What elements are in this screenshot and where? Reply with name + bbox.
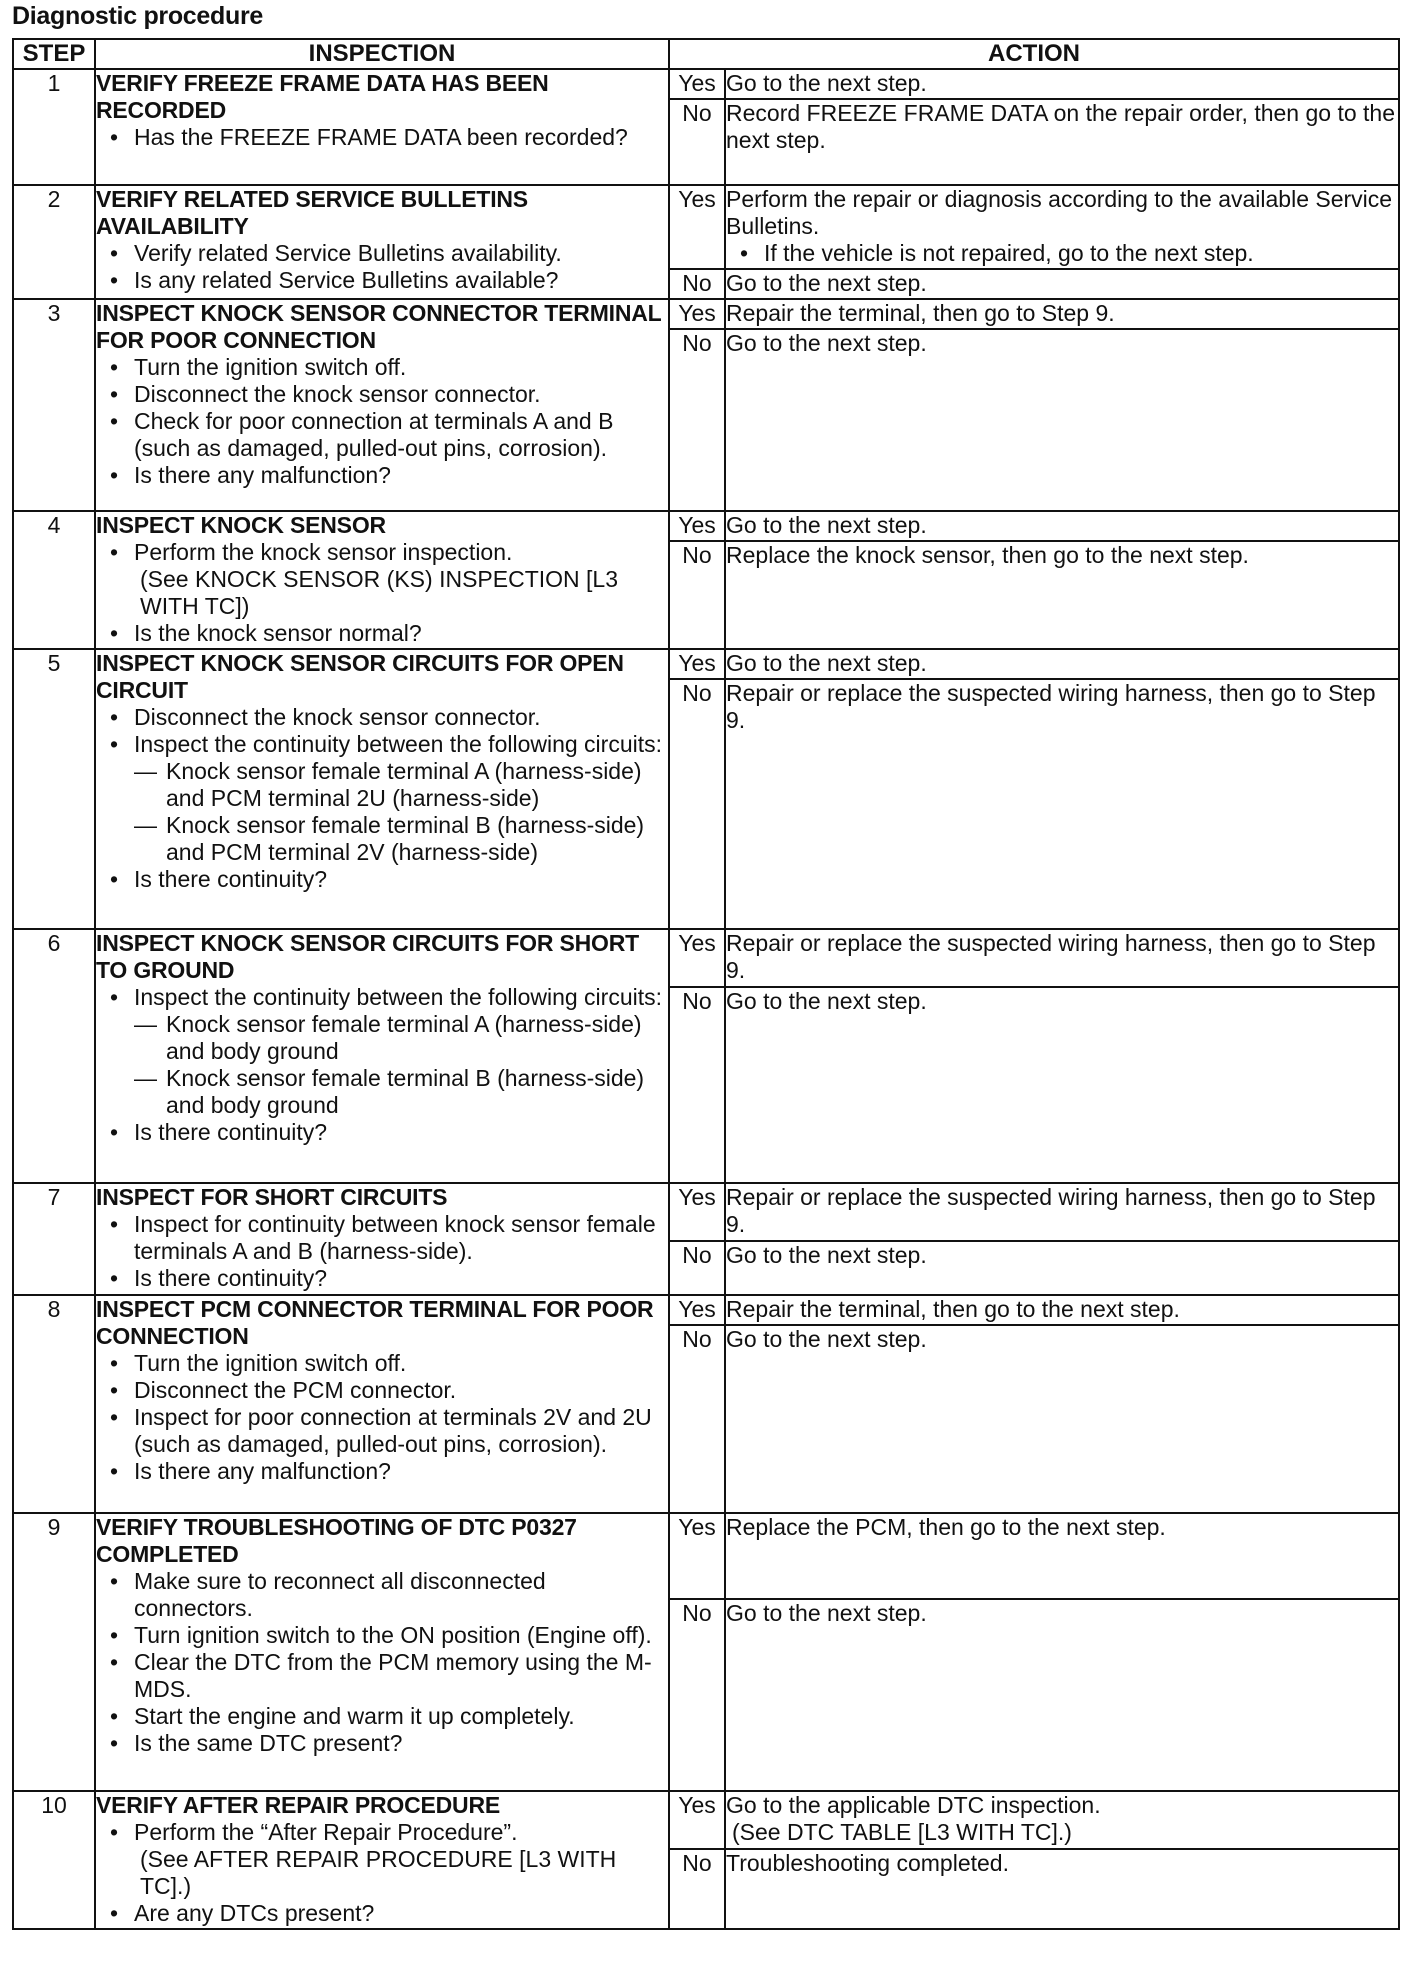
yes-action: Repair the terminal, then go to the next step. bbox=[725, 1295, 1399, 1325]
inspection-heading: INSPECT PCM CONNECTOR TERMINAL FOR POOR CONNECTION bbox=[96, 1296, 654, 1349]
list-item bbox=[106, 731, 668, 866]
yes-action bbox=[725, 185, 1399, 269]
inspection-list bbox=[96, 704, 668, 893]
yes-action: Repair or replace the suspected wiring harness, then go to Step 9. bbox=[725, 929, 1399, 987]
list-item: • Is there continuity? bbox=[106, 1265, 668, 1292]
yes-action: Repair the terminal, then go to Step 9. bbox=[725, 299, 1399, 329]
action-list bbox=[726, 240, 1398, 267]
inspection-list bbox=[96, 124, 668, 151]
list-item: • Start the engine and warm it up completely. bbox=[106, 1703, 668, 1730]
list-item: • If the vehicle is not repaired, go to the next step. bbox=[736, 240, 1398, 267]
no-action: Go to the next step. bbox=[725, 987, 1399, 1183]
inspection-heading: VERIFY TROUBLESHOOTING OF DTC P0327 COMPLETED bbox=[96, 1514, 577, 1567]
inspection-list bbox=[96, 1568, 668, 1757]
list-item: • Is there any malfunction? bbox=[106, 462, 668, 489]
list-item: • Is there continuity? bbox=[106, 1119, 668, 1146]
step-number: 3 bbox=[13, 299, 95, 511]
no-label: No bbox=[669, 1599, 725, 1791]
list-item: • Inspect for continuity between knock sensor female terminals A and B (harness-side). bbox=[106, 1211, 668, 1265]
sub-list-item: — Knock sensor female terminal A (harness-side) and PCM terminal 2U (harness-side) bbox=[134, 758, 668, 812]
no-action: Troubleshooting completed. bbox=[725, 1849, 1399, 1929]
no-action: Go to the next step. bbox=[725, 1599, 1399, 1791]
list-item: • Turn the ignition switch off. bbox=[106, 354, 668, 381]
list-item: • Turn ignition switch to the ON position (Engine off). bbox=[106, 1622, 668, 1649]
yes-label: Yes bbox=[669, 649, 725, 679]
table-row bbox=[13, 649, 1399, 679]
no-action: Go to the next step. bbox=[725, 329, 1399, 511]
no-action: Repair or replace the suspected wiring harness, then go to Step 9. bbox=[725, 679, 1399, 929]
sub-list bbox=[134, 1011, 668, 1119]
inspection-heading: INSPECT KNOCK SENSOR CONNECTOR TERMINAL FOR POOR CONNECTION bbox=[96, 300, 662, 353]
yes-action: Repair or replace the suspected wiring harness, then go to Step 9. bbox=[725, 1183, 1399, 1241]
inspection-heading: INSPECT KNOCK SENSOR CIRCUITS FOR SHORT TO GROUND bbox=[96, 930, 639, 983]
inspection-cell bbox=[95, 1513, 669, 1791]
reference-text: (See AFTER REPAIR PROCEDURE [L3 WITH TC].) bbox=[140, 1846, 617, 1899]
list-item: • Check for poor connection at terminals A and B (such as damaged, pulled-out pins, corrosion). bbox=[106, 408, 668, 462]
step-number: 9 bbox=[13, 1513, 95, 1791]
list-item: • Is there continuity? bbox=[106, 866, 668, 893]
no-label: No bbox=[669, 541, 725, 649]
no-action: Record FREEZE FRAME DATA on the repair order, then go to the next step. bbox=[725, 99, 1399, 185]
yes-action bbox=[725, 1791, 1399, 1849]
inspection-list bbox=[96, 240, 668, 294]
no-action: Replace the knock sensor, then go to the next step. bbox=[725, 541, 1399, 649]
inspection-heading: INSPECT KNOCK SENSOR CIRCUITS FOR OPEN CIRCUIT bbox=[96, 650, 624, 703]
step-number: 5 bbox=[13, 649, 95, 929]
yes-action: Replace the PCM, then go to the next step. bbox=[725, 1513, 1399, 1599]
list-item: • Verify related Service Bulletins availability. bbox=[106, 240, 668, 267]
table-row bbox=[13, 1513, 1399, 1599]
list-item: • Is there any malfunction? bbox=[106, 1458, 668, 1485]
no-action: Go to the next step. bbox=[725, 269, 1399, 299]
yes-action-text: Perform the repair or diagnosis according to the available Service Bulletins. bbox=[726, 186, 1393, 239]
table-row bbox=[13, 185, 1399, 269]
step-number: 2 bbox=[13, 185, 95, 299]
inspection-list bbox=[96, 1350, 668, 1485]
inspection-list bbox=[96, 539, 668, 647]
table-row bbox=[13, 299, 1399, 329]
list-item bbox=[106, 1819, 668, 1900]
yes-label: Yes bbox=[669, 1791, 725, 1849]
list-item: • Is the knock sensor normal? bbox=[106, 620, 668, 647]
reference-text: (See KNOCK SENSOR (KS) INSPECTION [L3 WITH TC]) bbox=[140, 566, 619, 619]
header-step: STEP bbox=[13, 39, 95, 69]
list-item-text: Perform the “After Repair Procedure”. bbox=[134, 1819, 518, 1845]
inspection-list bbox=[96, 354, 668, 489]
list-item-text: Perform the knock sensor inspection. bbox=[134, 539, 513, 565]
no-action: Go to the next step. bbox=[725, 1325, 1399, 1513]
list-item bbox=[106, 984, 668, 1119]
list-item-text: Inspect the continuity between the following circuits: bbox=[134, 731, 663, 757]
inspection-cell bbox=[95, 185, 669, 299]
list-item: • Is any related Service Bulletins available? bbox=[106, 267, 668, 294]
inspection-cell bbox=[95, 299, 669, 511]
inspection-heading: INSPECT FOR SHORT CIRCUITS bbox=[96, 1184, 448, 1210]
yes-action: Go to the next step. bbox=[725, 69, 1399, 99]
yes-label: Yes bbox=[669, 1183, 725, 1241]
inspection-list bbox=[96, 984, 668, 1146]
list-item: • Make sure to reconnect all disconnected connectors. bbox=[106, 1568, 668, 1622]
yes-action: Go to the next step. bbox=[725, 649, 1399, 679]
page-title: Diagnostic procedure bbox=[12, 2, 263, 30]
sub-list-item: — Knock sensor female terminal A (harness-side) and body ground bbox=[134, 1011, 668, 1065]
sub-list-item: — Knock sensor female terminal B (harness-side) and PCM terminal 2V (harness-side) bbox=[134, 812, 668, 866]
inspection-heading: VERIFY FREEZE FRAME DATA HAS BEEN RECORDED bbox=[96, 70, 549, 123]
inspection-list bbox=[96, 1211, 668, 1292]
list-item: • Is the same DTC present? bbox=[106, 1730, 668, 1757]
list-item-text: Inspect the continuity between the following circuits: bbox=[134, 984, 663, 1010]
inspection-cell bbox=[95, 1791, 669, 1929]
inspection-cell bbox=[95, 929, 669, 1183]
list-item: • Disconnect the knock sensor connector. bbox=[106, 381, 668, 408]
step-number: 10 bbox=[13, 1791, 95, 1929]
inspection-cell bbox=[95, 1183, 669, 1295]
table-row bbox=[13, 929, 1399, 987]
list-item: • Disconnect the knock sensor connector. bbox=[106, 704, 668, 731]
yes-label: Yes bbox=[669, 299, 725, 329]
table-header-row bbox=[13, 39, 1399, 69]
yes-action: Go to the next step. bbox=[725, 511, 1399, 541]
list-item: • Clear the DTC from the PCM memory using the M-MDS. bbox=[106, 1649, 668, 1703]
list-item: • Inspect for poor connection at terminals 2V and 2U (such as damaged, pulled-out pins, corrosion). bbox=[106, 1404, 668, 1458]
yes-label: Yes bbox=[669, 511, 725, 541]
inspection-heading: VERIFY AFTER REPAIR PROCEDURE bbox=[96, 1792, 500, 1818]
no-label: No bbox=[669, 99, 725, 185]
list-item: • Disconnect the PCM connector. bbox=[106, 1377, 668, 1404]
header-action: ACTION bbox=[669, 39, 1399, 69]
no-label: No bbox=[669, 1849, 725, 1929]
sub-list-item: — Knock sensor female terminal B (harness-side) and body ground bbox=[134, 1065, 668, 1119]
list-item bbox=[106, 539, 668, 620]
step-number: 8 bbox=[13, 1295, 95, 1513]
reference-text: (See DTC TABLE [L3 WITH TC].) bbox=[732, 1819, 1072, 1845]
table-row bbox=[13, 1295, 1399, 1325]
header-inspection: INSPECTION bbox=[95, 39, 669, 69]
inspection-heading: VERIFY RELATED SERVICE BULLETINS AVAILABILITY bbox=[96, 186, 528, 239]
step-number: 6 bbox=[13, 929, 95, 1183]
no-label: No bbox=[669, 269, 725, 299]
sub-list bbox=[134, 758, 668, 866]
yes-label: Yes bbox=[669, 929, 725, 987]
no-label: No bbox=[669, 1325, 725, 1513]
yes-label: Yes bbox=[669, 185, 725, 269]
inspection-cell bbox=[95, 511, 669, 649]
yes-label: Yes bbox=[669, 69, 725, 99]
no-label: No bbox=[669, 987, 725, 1183]
yes-action-text: Go to the applicable DTC inspection. bbox=[726, 1792, 1101, 1818]
yes-label: Yes bbox=[669, 1295, 725, 1325]
diagnostic-procedure-table bbox=[12, 38, 1400, 1930]
table-row bbox=[13, 511, 1399, 541]
no-label: No bbox=[669, 1241, 725, 1295]
yes-label: Yes bbox=[669, 1513, 725, 1599]
table-row bbox=[13, 1791, 1399, 1849]
table-row bbox=[13, 1183, 1399, 1241]
no-label: No bbox=[669, 329, 725, 511]
list-item: • Turn the ignition switch off. bbox=[106, 1350, 668, 1377]
list-item: • Has the FREEZE FRAME DATA been recorded? bbox=[106, 124, 668, 151]
inspection-cell bbox=[95, 69, 669, 185]
step-number: 4 bbox=[13, 511, 95, 649]
inspection-cell bbox=[95, 1295, 669, 1513]
step-number: 1 bbox=[13, 69, 95, 185]
no-label: No bbox=[669, 679, 725, 929]
table-row bbox=[13, 69, 1399, 99]
inspection-heading: INSPECT KNOCK SENSOR bbox=[96, 512, 386, 538]
list-item: • Are any DTCs present? bbox=[106, 1900, 668, 1927]
step-number: 7 bbox=[13, 1183, 95, 1295]
no-action: Go to the next step. bbox=[725, 1241, 1399, 1295]
inspection-cell bbox=[95, 649, 669, 929]
inspection-list bbox=[96, 1819, 668, 1927]
